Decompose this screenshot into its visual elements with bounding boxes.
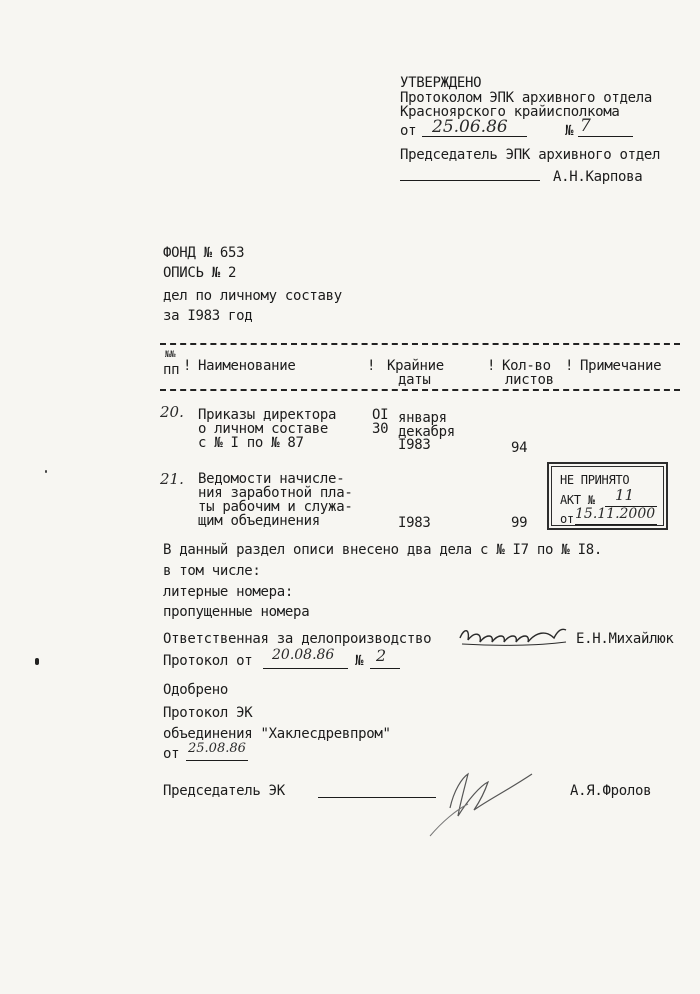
- stamp-title: НЕ ПРИНЯТО: [560, 473, 630, 487]
- stamp-date-label: от: [560, 512, 574, 526]
- protocol-label: Протокол от: [163, 653, 253, 669]
- inventory-year: за I983 год: [163, 308, 253, 324]
- approval-protocol-line: Протоколом ЭПК архивного отдела: [400, 90, 652, 106]
- row-20-start-day: ОI: [372, 407, 389, 423]
- header-separator: !: [367, 358, 376, 374]
- inventory-subject: дел по личному составу: [163, 288, 342, 304]
- protocol-number-label: №: [355, 653, 364, 669]
- responsible-signature: [456, 624, 576, 654]
- row-20-name-line2: о личном составе: [198, 421, 329, 437]
- summary-line2: в том числе:: [163, 563, 261, 579]
- row-21-name-line1: Ведомости начисле-: [198, 471, 345, 487]
- row-20-end-month: декабря: [398, 424, 455, 440]
- row-20-name-line3: с № I по № 87: [198, 435, 304, 451]
- not-accepted-stamp: [547, 462, 668, 530]
- row-20-name-line1: Приказы директора: [198, 407, 337, 423]
- row-20-end-day: 30: [372, 421, 389, 437]
- ek-chair-name: А.Я.Фролов: [570, 783, 652, 799]
- header-dates-line2: даты: [398, 372, 431, 388]
- ek-chair-signature: [428, 760, 538, 840]
- ek-protocol: Протокол ЭК: [163, 705, 253, 721]
- ek-chair-label: Председатель ЭК: [163, 783, 285, 799]
- protocol-number-underline: [370, 668, 400, 669]
- header-separator: !: [487, 358, 496, 374]
- table-header-dashed-line: [160, 389, 680, 391]
- approval-chair-name: А.Н.Карпова: [553, 169, 643, 185]
- row-21-name-line3: ты рабочим и служа-: [198, 499, 353, 515]
- approval-date-handwritten: 25.06.86: [432, 117, 508, 137]
- approval-organization-line: Красноярского крайисполкома: [400, 104, 620, 120]
- summary-line3: литерные номера:: [163, 584, 294, 600]
- row-21-year: I983: [398, 515, 431, 531]
- header-number-top: №№: [165, 350, 176, 360]
- approval-date-underline: [422, 136, 527, 137]
- stamp-date-value: 15.11.2000: [575, 506, 656, 522]
- summary-line1: В данный раздел описи внесено два дела с № I7 по № I8.: [163, 542, 602, 558]
- row-21-number: 21.: [160, 470, 184, 488]
- row-20-year: I983: [398, 437, 431, 453]
- header-separator: !: [565, 358, 574, 374]
- ek-organization: объединения "Хаклесдревпром": [163, 726, 391, 742]
- approval-number-handwritten: 7: [580, 116, 591, 136]
- header-separator: !: [183, 358, 192, 374]
- approval-signature-line: [400, 180, 540, 181]
- protocol-number-handwritten: 2: [376, 646, 387, 665]
- header-dates-line1: Крайние: [387, 358, 444, 374]
- row-20-number: 20.: [160, 403, 184, 421]
- margin-speck: [35, 658, 39, 665]
- approval-number-underline: [578, 136, 633, 137]
- header-sheets-line2: листов: [505, 372, 554, 388]
- fond-number: ФОНД № 653: [163, 245, 245, 261]
- row-20-sheets: 94: [511, 440, 528, 456]
- header-sheets-line1: Кол-во: [502, 358, 551, 374]
- responsible-label: Ответственная за делопроизводство: [163, 631, 432, 647]
- row-21-sheets: 99: [511, 515, 528, 531]
- ek-date-underline: [186, 760, 248, 761]
- approval-date-prefix: от: [400, 123, 417, 139]
- opis-number: ОПИСЬ № 2: [163, 265, 237, 281]
- approval-chair-title: Председатель ЭПК архивного отдел: [400, 147, 661, 163]
- stamp-act-number: 11: [615, 486, 635, 504]
- responsible-name: Е.Н.Михайлюк: [576, 631, 674, 647]
- row-21-name-line2: ния заработной пла-: [198, 485, 353, 501]
- summary-line4: пропущенные номера: [163, 604, 310, 620]
- header-number-bottom: пп: [163, 362, 180, 378]
- ek-approved: Одобрено: [163, 682, 229, 698]
- protocol-date-handwritten: 20.08.86: [272, 647, 335, 663]
- ek-date-handwritten: 25.08.86: [188, 741, 246, 756]
- table-top-dashed-line: [160, 343, 680, 345]
- approval-heading: УТВЕРЖДЕНО: [400, 75, 482, 91]
- ek-signature-line: [318, 797, 436, 798]
- row-21-name-line4: щим объединения: [198, 513, 320, 529]
- row-20-start-month: января: [398, 410, 447, 426]
- protocol-date-underline: [263, 668, 348, 669]
- header-name: Наименование: [198, 358, 296, 374]
- stamp-act-label: АКТ №: [560, 493, 595, 507]
- ek-date-label: от: [163, 746, 180, 762]
- header-note: Примечание: [580, 358, 662, 374]
- approval-number-prefix: №: [565, 123, 574, 139]
- margin-speck: [45, 470, 47, 473]
- stamp-date-underline: [575, 524, 657, 525]
